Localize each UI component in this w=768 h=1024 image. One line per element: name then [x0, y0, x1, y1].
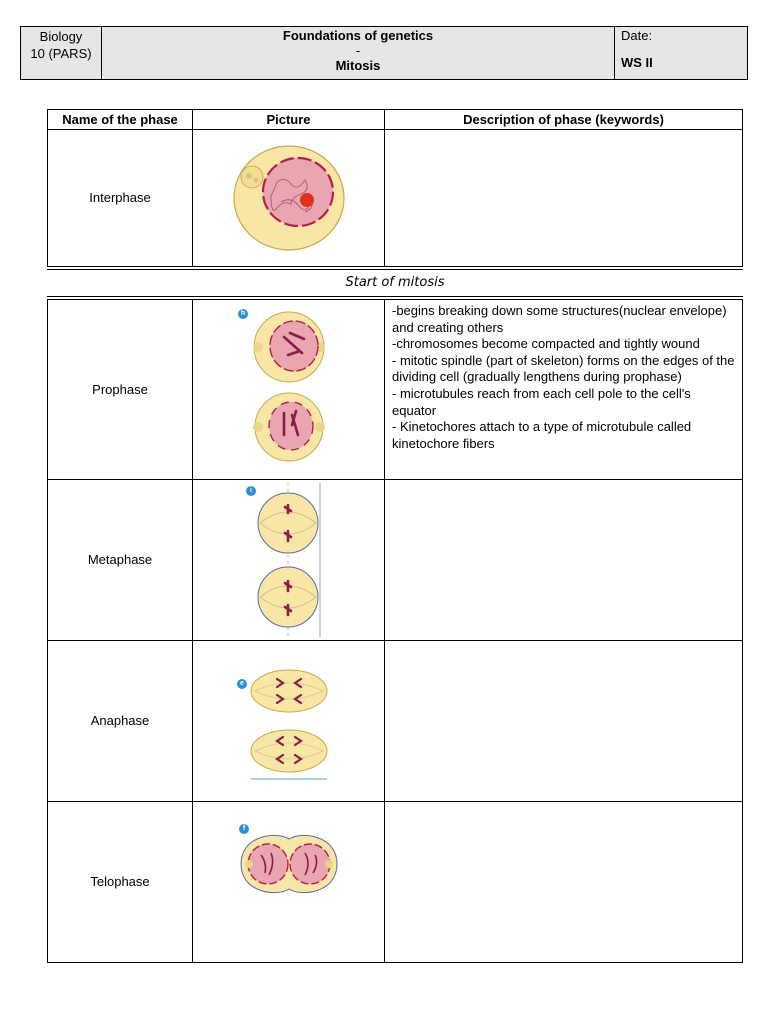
phase-name: Anaphase: [48, 640, 193, 801]
phase-description-anaphase: [385, 640, 743, 801]
phase-row-telophase: [48, 801, 743, 962]
worksheet-title: Foundations of genetics: [282, 28, 434, 43]
figure-label-icon: i: [246, 486, 256, 496]
title-separator: -: [355, 43, 361, 58]
phase-description-prophase: [385, 298, 743, 479]
description-line: -chromosomes become compacted and tightly wound: [392, 336, 700, 352]
description-line: - mitotic spindle (part of skeleton) forms on the edges of the dividing cell (gradually lengthens during prophase): [392, 352, 735, 385]
phase-name: Telophase: [48, 801, 193, 962]
column-header-name: Name of the phase: [48, 110, 193, 130]
worksheet-number: WS II: [621, 55, 653, 70]
phase-name: Prophase: [48, 298, 193, 479]
prophase-cells-image: [244, 309, 334, 469]
date-label: Date:: [621, 28, 653, 43]
figure-label-icon: h: [238, 309, 248, 319]
description-line: - Kinetochores attach to a type of microtubule called kinetochore fibers: [392, 419, 692, 451]
phase-description-metaphase: [385, 479, 743, 640]
date-cell: [615, 27, 748, 80]
anaphase-cells-image: [247, 661, 331, 781]
phase-picture-metaphase: [193, 479, 385, 640]
phase-name: Interphase: [48, 130, 193, 268]
phase-description-interphase: [385, 130, 743, 268]
phase-picture-anaphase: [193, 640, 385, 801]
subject-cell: [21, 27, 102, 80]
phase-table-top: [47, 109, 743, 270]
description-line: - microtubules reach from each cell pole to the cell's equator: [392, 385, 691, 418]
subject-line-2: 10 (PARS): [30, 46, 92, 61]
phase-picture-prophase: [193, 298, 385, 479]
worksheet-header: [20, 26, 748, 80]
phase-row-interphase: [48, 130, 743, 268]
column-header-description: Description of phase (keywords): [385, 110, 743, 130]
column-header-picture: Picture: [193, 110, 385, 130]
phase-row-metaphase: [48, 479, 743, 640]
phase-table-mitosis: [47, 296, 743, 963]
worksheet-subtitle: Mitosis: [335, 58, 381, 73]
phase-picture-interphase: [193, 130, 385, 268]
description-line: -begins breaking down some structures(nuclear envelope) and creating others: [392, 303, 727, 335]
subject-line-1: Biology: [39, 29, 83, 44]
title-cell: [102, 27, 615, 80]
phase-row-anaphase: [48, 640, 743, 801]
phase-name: Metaphase: [48, 479, 193, 640]
interphase-cell-image: [229, 142, 349, 254]
telophase-cell-image: [237, 833, 341, 895]
phase-row-prophase: [48, 298, 743, 479]
figure-label-icon: f: [239, 824, 249, 834]
metaphase-cells-image: [254, 481, 324, 639]
start-of-mitosis-label: Start of mitosis: [345, 275, 445, 290]
phase-description-telophase: [385, 801, 743, 962]
figure-label-icon: e: [237, 679, 247, 689]
phase-picture-telophase: [193, 801, 385, 962]
